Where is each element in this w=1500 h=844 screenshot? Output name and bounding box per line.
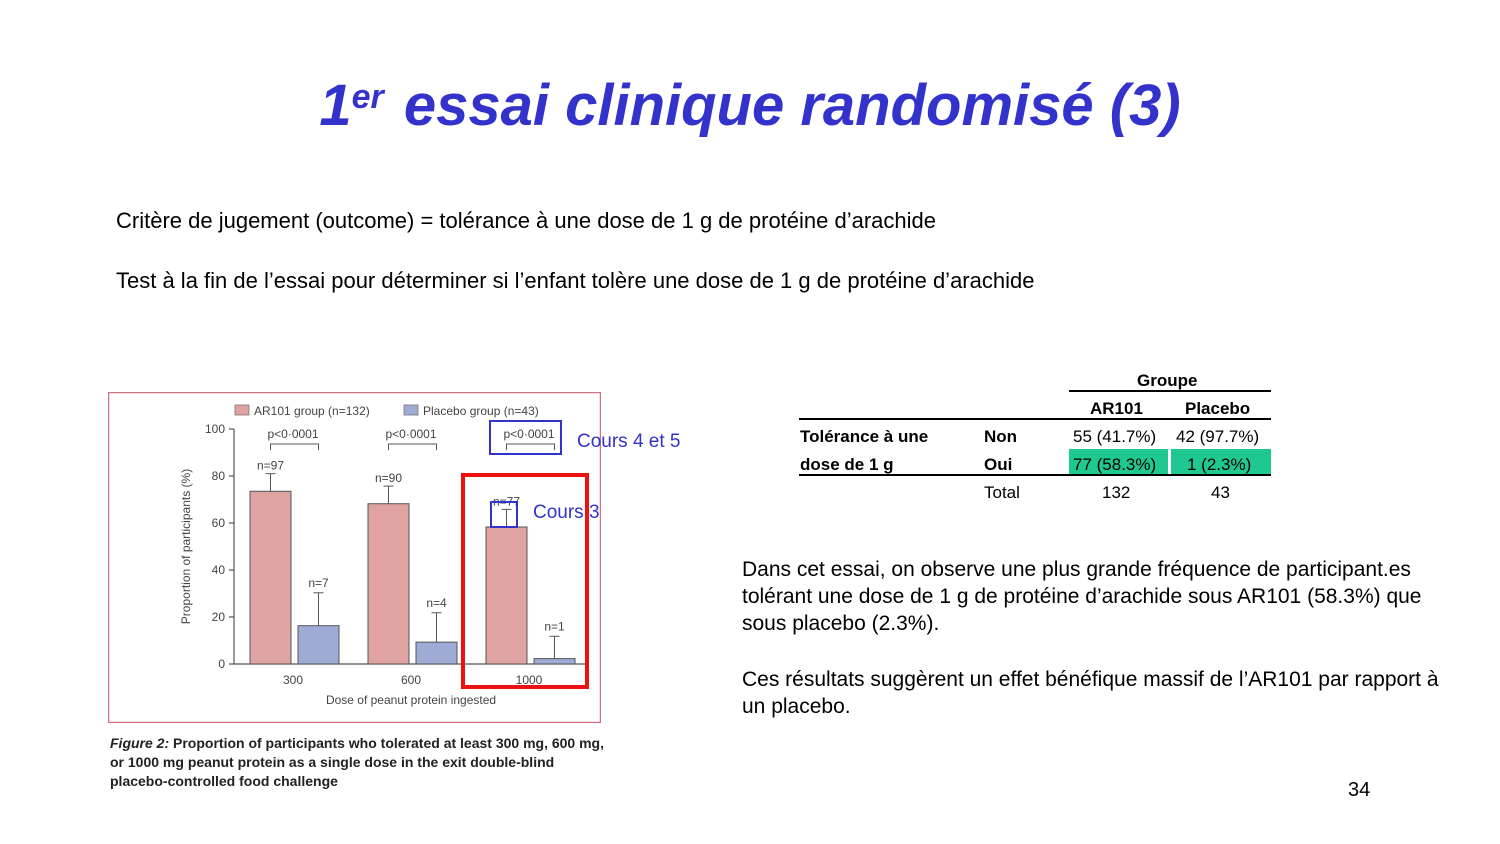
table-row-oui-label: Oui	[984, 455, 1013, 474]
table-cell-non-placebo: 42 (97.7%)	[1176, 427, 1260, 446]
pvalue-bracket	[389, 444, 437, 450]
table-rule-top	[1069, 390, 1271, 392]
table-cell-total-ar101: 132	[1102, 483, 1131, 502]
bar-chart	[108, 392, 601, 723]
table-row-label-2: dose de 1 g	[800, 455, 894, 474]
n-label-ar101: n=77	[492, 494, 521, 509]
legend-label-placebo: Placebo group (n=43)	[423, 404, 539, 418]
legend-swatch-ar101	[235, 405, 249, 415]
n-label-placebo: n=1	[544, 619, 565, 634]
annotation-cours-3: Cours 3	[533, 502, 600, 523]
x-tick-label: 600	[400, 673, 422, 687]
table-col-ar101: AR101	[1090, 399, 1143, 418]
x-tick-label: 1000	[515, 673, 543, 687]
bar-ar101	[486, 527, 527, 664]
annotation-cours-4-5: Cours 4 et 5	[577, 431, 681, 452]
pvalue-label: p<0·0001	[385, 427, 437, 441]
table-cell-oui-ar101: 77 (58.3%)	[1073, 455, 1157, 474]
bar-chart-figure	[108, 392, 601, 723]
bar-ar101	[250, 491, 291, 664]
table-rule-bottom	[799, 474, 1271, 476]
interpretation-paragraph: Dans cet essai, on observe une plus grande fréquence de participant.es tolérant une dose de 1 g de protéine d’arachide sous AR101 (58.3%) que sous placebo (2.3%).	[742, 558, 1422, 635]
table-col-placebo: Placebo	[1185, 399, 1251, 418]
figure-caption: Figure 2: Proportion of participants who tolerated at least 300 mg, 600 mg, or 1000 mg peanut protein as a single dose in the exit double-blind placebo-controlled food challenge	[110, 735, 604, 789]
n-label-ar101: n=90	[374, 471, 403, 486]
legend-swatch-placebo	[404, 405, 418, 415]
n-label-placebo: n=7	[308, 575, 329, 590]
pvalue-label: p<0·0001	[267, 427, 319, 441]
pvalue-bracket	[507, 444, 555, 450]
table-row-total-label: Total	[984, 483, 1020, 502]
y-tick-label: 100	[204, 422, 225, 436]
n-label-placebo: n=4	[426, 595, 447, 610]
y-tick-label: 20	[211, 610, 225, 624]
outcome-line: Critère de jugement (outcome) = tolérance à une dose de 1 g de protéine d’arachide	[116, 208, 937, 233]
table-rule-header	[799, 418, 1271, 420]
test-line: Test à la fin de l’essai pour déterminer si l’enfant tolère une dose de 1 g de protéine d’arachide	[116, 268, 1035, 293]
y-tick-label: 0	[218, 657, 225, 671]
y-axis-label: Proportion of participants (%)	[179, 468, 193, 625]
x-axis-label: Dose of peanut protein ingested	[325, 693, 497, 707]
y-tick-label: 40	[211, 563, 225, 577]
table-cell-oui-placebo: 1 (2.3%)	[1187, 455, 1252, 474]
table-cell-non-ar101: 55 (41.7%)	[1073, 427, 1157, 446]
slide-title: 1er essai clinique randomisé (3)	[319, 73, 1181, 138]
y-tick-label: 80	[211, 469, 225, 483]
table-row-label-1: Tolérance à une	[800, 427, 929, 446]
table-cell-total-placebo: 43	[1211, 483, 1230, 502]
legend-label-ar101: AR101 group (n=132)	[254, 404, 370, 418]
n-label-ar101: n=97	[256, 458, 285, 473]
page-number: 34	[1348, 779, 1371, 801]
bar-placebo	[534, 659, 575, 664]
y-tick-label: 60	[211, 516, 225, 530]
x-tick-label: 300	[282, 673, 304, 687]
table-group-header: Groupe	[1137, 371, 1198, 390]
pvalue-bracket	[271, 444, 319, 450]
pvalue-label: p<0·0001	[503, 427, 555, 441]
bar-placebo	[298, 626, 339, 664]
bar-ar101	[368, 504, 409, 664]
conclusion-paragraph: Ces résultats suggèrent un effet bénéfique massif de l’AR101 par rapport à un placebo.	[742, 668, 1439, 718]
bar-placebo	[416, 642, 457, 664]
table-row-non-label: Non	[984, 427, 1018, 446]
